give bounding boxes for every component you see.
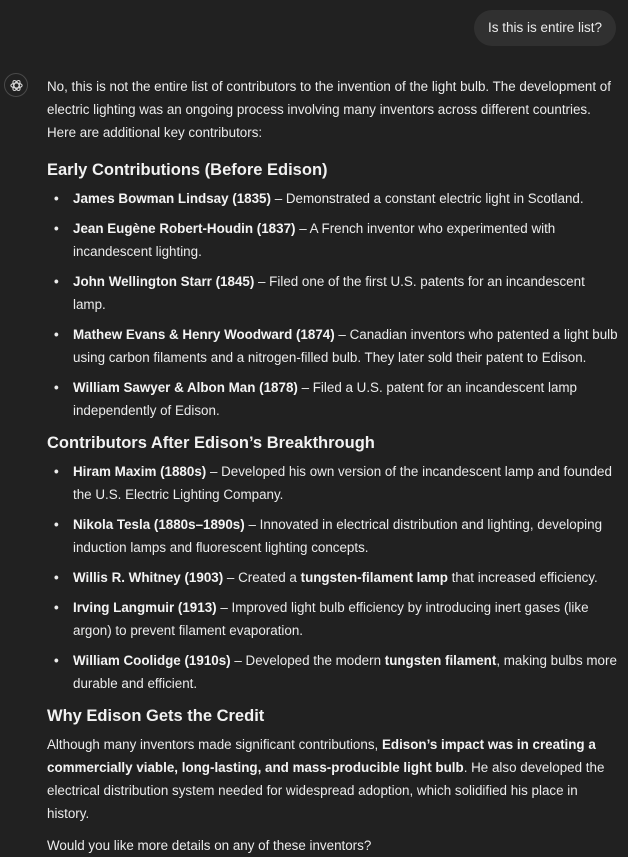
contributor-description: – Canadian inventors who patented a light bulb using carbon filaments and a nitrogen-filled bulb. They later sold their patent to Edison. (73, 327, 618, 365)
emphasis-text: tungsten-filament lamp (300, 570, 448, 585)
list-item (47, 376, 621, 422)
contributor-description-end: that increased efficiency. (447, 570, 598, 585)
contributor-name: Hiram Maxim (1880s) (73, 464, 207, 479)
contributor-description: – Developed the modern (230, 653, 385, 668)
user-message-row (474, 10, 616, 46)
contributor-description-end: , making bulbs more durable and efficient. (73, 653, 617, 691)
contributor-name: Irving Langmuir (1913) (73, 600, 217, 615)
bullet-icon: • (54, 274, 59, 289)
list-item (47, 323, 621, 369)
assistant-response (47, 75, 621, 857)
bullet-icon: • (54, 653, 59, 668)
contributor-description: – Innovated in electrical distribution and lighting, developing induction lamps and fluorescent lighting concepts. (73, 517, 603, 555)
openai-logo-icon (9, 78, 24, 93)
contributor-name: Willis R. Whitney (1903) (73, 570, 224, 585)
bullet-icon: • (54, 327, 59, 342)
list-item (47, 566, 621, 589)
contributor-description: – Filed one of the first U.S. patents for an incandescent lamp. (73, 274, 585, 312)
section-heading-after-edison: Contributors After Edison’s Breakthrough (47, 434, 375, 452)
section-heading-early: Early Contributions (Before Edison) (47, 161, 328, 179)
bullet-icon: • (54, 600, 59, 615)
early-contributors-list (47, 187, 621, 422)
list-item (47, 217, 621, 263)
list-item (47, 187, 621, 210)
later-contributors-list (47, 460, 621, 695)
credit-emphasis: Edison’s impact was in creating a commercially viable, long-lasting, and mass-producible light bulb (47, 737, 596, 775)
list-item (47, 270, 621, 316)
contributor-description: – Developed his own version of the incandescent lamp and founded the U.S. Electric Lighting Company. (73, 464, 612, 502)
contributor-description: – Filed a U.S. patent for an incandescent lamp independently of Edison. (73, 380, 577, 418)
contributor-name: William Sawyer & Albon Man (1878) (73, 380, 298, 395)
closing-question: Would you like more details on any of these inventors? (47, 838, 372, 853)
list-item (47, 649, 621, 695)
credit-text-end: . He also developed the electrical distribution system needed for widespread adoption, which solidified his place in history. (47, 760, 605, 821)
contributor-description: – A French inventor who experimented with incandescent lighting. (73, 221, 556, 259)
contributor-name: Nikola Tesla (1880s–1890s) (73, 517, 245, 532)
contributor-description: – Improved light bulb efficiency by introducing inert gases (like argon) to prevent filament evaporation. (73, 600, 589, 638)
bullet-icon: • (54, 191, 59, 206)
emphasis-text: tungsten filament (384, 653, 497, 668)
contributor-description: – Created a (223, 570, 301, 585)
list-item (47, 513, 621, 559)
list-item (47, 460, 621, 506)
bullet-icon: • (54, 517, 59, 532)
list-item (47, 596, 621, 642)
contributor-name: John Wellington Starr (1845) (73, 274, 255, 289)
user-message-bubble: Is this is entire list? (474, 10, 616, 46)
contributor-description: – Demonstrated a constant electric light in Scotland. (270, 191, 584, 206)
bullet-icon: • (54, 221, 59, 236)
contributor-name: William Coolidge (1910s) (73, 653, 231, 668)
credit-paragraph (47, 733, 621, 825)
assistant-avatar (4, 73, 28, 97)
response-intro: No, this is not the entire list of contributors to the invention of the light bulb. The development of electric lighting was an ongoing process involving many inventors across different countries. Here are additional key contributors: (47, 79, 611, 140)
contributor-name: James Bowman Lindsay (1835) (73, 191, 271, 206)
bullet-icon: • (54, 380, 59, 395)
bullet-icon: • (54, 464, 59, 479)
section-heading-credit: Why Edison Gets the Credit (47, 707, 265, 725)
contributor-name: Jean Eugène Robert-Houdin (1837) (73, 221, 296, 236)
contributor-name: Mathew Evans & Henry Woodward (1874) (73, 327, 335, 342)
bullet-icon: • (54, 570, 59, 585)
credit-text-start: Although many inventors made significant contributions, (47, 737, 382, 752)
